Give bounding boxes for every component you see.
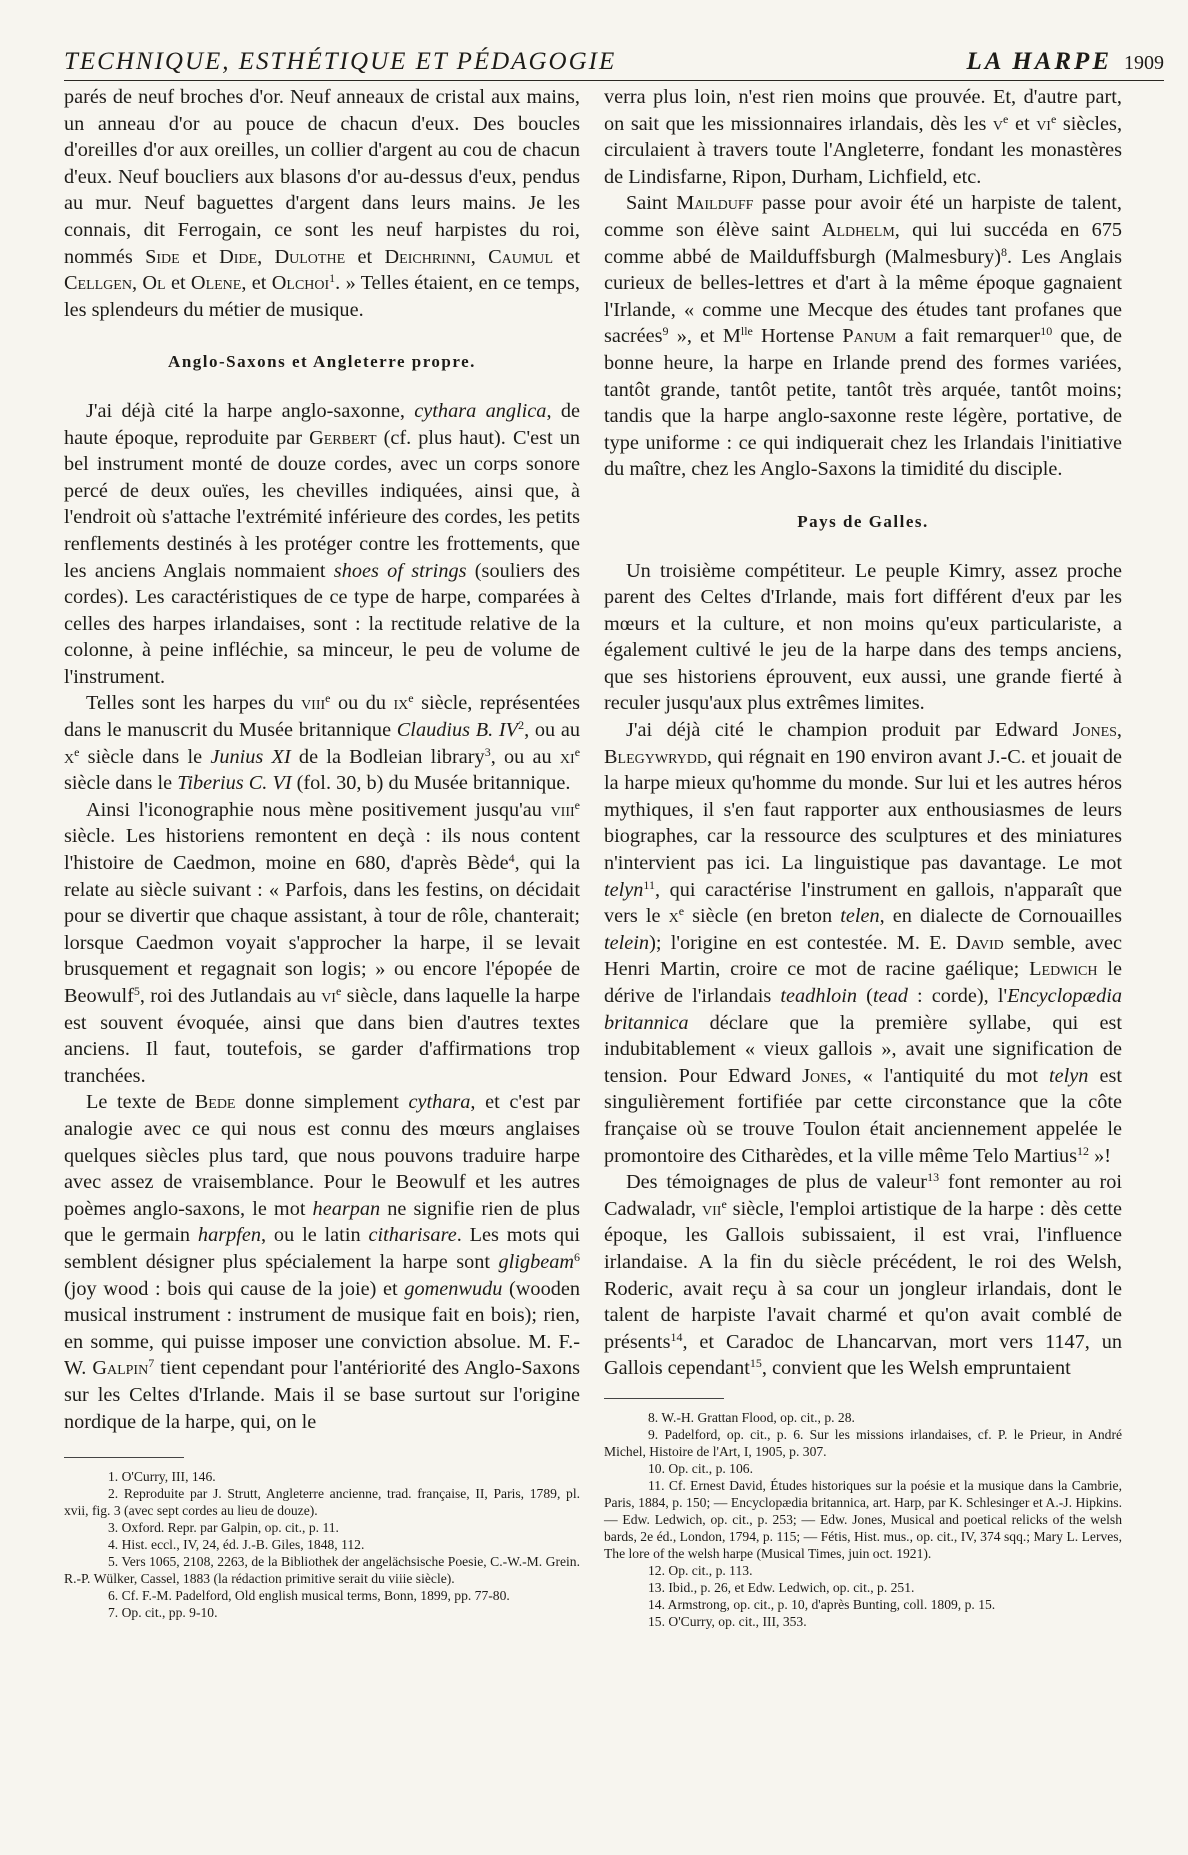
italic-text: gomenwudu [404, 1277, 503, 1300]
small-caps-text: Aldhelm [821, 218, 895, 241]
paragraph: Un troisième compétiteur. Le peuple Kimry, assez proche parent des Celtes d'Irlande, mais fort différent d'eux par les mœurs et la culture, et non moins qu'eux particulariste, a également cultivé le jeu de la harpe dans des temps anciens, que ses historiens éprouvent, eux aussi, une grande fierté à reculer jusqu'aux plus extrêmes limites. [604, 559, 1122, 715]
footnote-ref: e [335, 984, 342, 998]
small-caps-text: Mailduff [676, 192, 754, 215]
footnote-text: Reproduite par J. Strutt, Angleterre ancienne, trad. française, II, Paris, 1789, pl. xvii, fig. 3 (avec sept cordes au lieu de douze). [64, 1486, 580, 1519]
small-caps-text: Gerbert [309, 426, 377, 449]
footnote [64, 1604, 580, 1621]
footnote [64, 1468, 580, 1485]
italic-text: telen [840, 905, 880, 928]
footnote-ref: e [325, 691, 331, 706]
footnote-text: Hist. eccl., IV, 24, éd. J.-B. Giles, 1848, 112. [118, 1537, 365, 1553]
page-number: 1909 [1124, 52, 1164, 74]
small-caps-text: xi [559, 745, 575, 768]
small-caps-text: Dulothe [274, 245, 346, 268]
footnote-text: Op. cit., pp. 9-10. [118, 1605, 218, 1621]
small-caps-text: Ledwich [1029, 958, 1098, 981]
footnote-number: 12. [648, 1562, 665, 1578]
small-caps-text: viii [301, 692, 326, 715]
footnote-text: O'Curry, III, 146. [118, 1469, 216, 1485]
footnote [64, 1485, 580, 1519]
small-caps-text: Deichrinni [384, 245, 471, 268]
paragraph: Telles sont les harpes du viii$^e$ ou du $ix^e$ siècle, représentées dans le manuscrit du Musée britannique Claudius B. $IV^2$, ou au $x^e$ siècle dans le Junius XI de la Bodleian library$^3$, ou au $xi^e$ siècle dans le Tiberius C. VI (fol. 30, b) du Musée britannique. [64, 691, 581, 795]
footnote-number: 10. [648, 1460, 665, 1476]
footnote-ref: e [574, 797, 580, 812]
footnote-ref: 7 [148, 1356, 155, 1371]
small-caps-text: Ol [142, 272, 166, 295]
footnote-number: 5. [108, 1554, 119, 1570]
paragraph: parés de neuf broches d'or. Neuf anneaux de cristal aux mains, un anneau d'or au pouce de chacun d'eux. Des boucles d'oreilles d'or aux oreilles, un collier d'argent au cou de chacun d'eux. Neuf boucliers aux blasons d'or au-dessus d'eux, pendus au mur. Neuf baguettes d'argent dans leurs mains. Je les connais, dit Ferrogain, ce sont les neuf harpistes du roi, nommés Side et Dide, Dulothe et Deichrinni, Caumul et Cellgen, Ol et Olene, et Olchoi$^1$. » Telles étaient, en ce temps, les splendeurs du métier de musique. [64, 86, 581, 321]
small-caps-text: Olchoi [271, 272, 330, 295]
paragraph: Saint Mailduff passe pour avoir été un harpiste de talent, comme son élève saint Aldhelm, qui lui succéda en 675 comme abbé de Mailduffsburgh (Malmesbury)$^8$. Les Anglais curieux de belles-lettres et d'art à la même époque gagnaient l'Irlande, « comme une Mecque des études tant profanes que sacrées$^9$ », et $M^{lle}$ Hortense Panum a fait remarquer$^{10}$ que, de bonne heure, la harpe en Irlande prend des formes variées, tantôt grande, tantôt petite, tantôt très arquée, tantôt moins; tandis que la harpe anglo-saxonne reste légère, portative, de type uniforme : ce qui indiquerait chez les Irlandais l'initiative du maître, chez les Anglo-Saxons la timidité du disciple. [604, 192, 1123, 481]
paragraph: J'ai déjà cité le champion produit par Edward Jones, Blegywrydd, qui régnait en 190 environ avant J.-C. et jouait de la harpe mieux qu'homme du monde. Sur lui et les autres héros mythiques, il s'en faut rapporter aux enthousiasmes de leurs biographes, car la ressource des sculptures et des miniatures n'intervient pas ici. La linguistique pas davantage. Le mot telyn$^{11}$, qui caractérise l'instrument en gallois, n'apparaît que vers le $x^e$ siècle (en breton telen, en dialecte de Cornouailles telein); l'origine en est contestée. M. E. David semble, avec Henri Martin, croire ce mot de racine gaélique; Ledwich le dérive de l'irlandais teadhloin (tead : corde), l'Encyclopædia britannica déclare que la première syllabe, qui est indubitablement « vieux gallois », avait une signification de tension. Pour Edward Jones, « l'antiquité du mot telyn est singulièrement fortifiée par cette circonstance que la côte française où se trouve Toulon était anciennement appelée le promontoire des Citharèdes, et la ville même Telo Martius$^{12}$ »! [604, 719, 1123, 1167]
footnote-number: 6. [108, 1588, 119, 1604]
footnote-number: 7. [108, 1605, 119, 1621]
footnote-ref: 3 [484, 744, 491, 759]
small-caps-text: David [955, 931, 1004, 954]
italic-text: Encyclopædia britannica [604, 985, 1123, 1034]
italic-text: Junius XI [210, 745, 291, 768]
italic-text: cythara [408, 1091, 471, 1114]
small-caps-text: Olene [190, 272, 242, 295]
italic-text: telyn [604, 878, 644, 901]
small-caps-text: Jones [1072, 719, 1117, 742]
footnote-ref: lle [740, 324, 753, 339]
footnote-text: Op. cit., p. 113. [665, 1562, 753, 1578]
footnote-ref: 4 [508, 851, 515, 866]
footnote-text: Ibid., p. 26, et Edw. Ledwich, op. cit., p. 251. [665, 1579, 915, 1595]
footnote [604, 1613, 1122, 1630]
footnote-ref: 6 [574, 1249, 580, 1264]
footnote-number: 1. [108, 1469, 119, 1485]
footnote-ref: e [574, 744, 581, 759]
footnote-text: Vers 1065, 2108, 2263, de la Bibliothek der angelächsische Poesie, C.-W.-M. Grein. R.-P. Wülker, Cassel, 1883 (la rédaction primitive serait du viiie siècle). [64, 1554, 580, 1587]
italic-text: citharisare [368, 1224, 457, 1247]
footnote [64, 1519, 580, 1536]
footnote-ref: 2 [518, 718, 525, 733]
footnote-ref: 10 [1040, 324, 1053, 339]
footnote [604, 1426, 1122, 1460]
header-harp-title: LA HARPE [966, 48, 1112, 75]
paragraph: Des témoignages de plus de valeur$^{13}$ font remonter au roi Cadwaladr, vii$^e$ siècle, l'emploi artistique de la harpe : dès cette époque, les Gallois subissaient, il est vrai, l'influence irlandaise. A la fin du siècle précédent, le roi des Welsh, Roderic, avait reçu à sa cour un jongleur irlandais, dont le talent de harpiste l'avait charmé et qu'on avait comblé de présents$^{14}$, et Caradoc de Lhancarvan, mort vers 1147, un Gallois cependant$^{15}$, convient que les Welsh empruntaient [604, 1170, 1122, 1380]
paragraph: verra plus loin, n'est rien moins que prouvée. Et, d'autre part, on sait que les missionnaires irlandais, dès les $v^e$ et $vi^e$ siècles, circulaient à travers toute l'Angleterre, fondant les monastères de Lindisfarne, Ripon, Durham, Lichfield, etc. [604, 86, 1123, 188]
small-caps-text: vi [321, 985, 336, 1007]
small-caps-text: Caumul [488, 245, 554, 268]
right-column [604, 84, 1122, 1630]
footnote [604, 1596, 1122, 1613]
footnote-number: 4. [108, 1537, 119, 1553]
footnote-text: Padelford, op. cit., p. 6. Sur les missions irlandaises, cf. P. le Prieur, in André Michel, Histoire de l'Art, I, 1905, p. 307. [604, 1426, 1122, 1459]
footnote [604, 1562, 1122, 1579]
footnote [64, 1587, 580, 1604]
paragraph: J'ai déjà cité la harpe anglo-saxonne, cythara anglica, de haute époque, reproduite par Gerbert (cf. plus haut). C'est un bel instrument monté de douze cordes, avec un corps sonore percé de deux ouïes, les chevilles indiquées, ainsi que, à l'endroit où s'attache l'extrémité inférieure des cordes, les petits renflements destinés à les protéger contre les frottements, que les anciens Anglais nommaient shoes of strings (souliers des cordes). Les caractéristiques de ce type de harpe, comparées à celles des harpes irlandaises, sont : la rectitude relative de la colonne, à peine infléchie, sa minceur, le peu de volume de l'instrument. [64, 399, 580, 688]
footnote [604, 1579, 1122, 1596]
footnote-text: Armstrong, op. cit., p. 10, d'après Bunting, coll. 1809, p. 15. [665, 1596, 996, 1612]
small-caps-text: Bede [194, 1091, 236, 1114]
small-caps-text: Galpin [92, 1357, 149, 1380]
italic-text: shoes of strings [333, 559, 467, 582]
italic-text: telyn [1049, 1064, 1089, 1087]
footnote-text: W.-H. Grattan Flood, op. cit., p. 28. [658, 1409, 855, 1425]
footnote [604, 1460, 1122, 1477]
left-column [64, 84, 580, 1621]
footnote-number: 15. [648, 1613, 665, 1629]
section-heading-anglo-saxons: Anglo-Saxons et Angleterre propre. [168, 352, 476, 372]
footnote-number: 8. [648, 1409, 659, 1425]
footnote-ref: 1 [329, 271, 336, 286]
header-section-title: TECHNIQUE, ESTHÉTIQUE ET PÉDAGOGIE [64, 48, 617, 75]
footnote-text: Op. cit., p. 106. [665, 1460, 753, 1476]
section-heading-pays-de-galles: Pays de Galles. [797, 511, 929, 531]
footnote-number: 2. [108, 1486, 119, 1502]
footnote [64, 1536, 580, 1553]
italic-text: telein [604, 931, 650, 954]
footnote-text: Cf. Ernest David, Études historiques sur la poésie et la musique dans la Cambrie, Paris, 1884, p. 150; — Encyclopædia britannica, art. Harp, par K. Schlesinger et A.-J. Hipkins. — Edw. Ledwich, op. cit., p. 253; — Edw. Jones, Musical and poetical relicks of the welsh bards, 2e éd., London, 1794, p. 115; — Fétis, Hist. mus., op. cit., IV, 374 sqq.; Mary L. Lerves, The lore of the welsh harpe (Musical Times, juin oct. 1921). [604, 1477, 1122, 1561]
small-caps-text: viii [550, 798, 575, 821]
footnote-ref: 11 [643, 877, 655, 892]
footnote-number: 3. [108, 1520, 119, 1536]
footnote [604, 1477, 1122, 1562]
italic-text: cythara anglica [414, 399, 547, 422]
small-caps-text: Jones [802, 1064, 847, 1087]
footnote [604, 1409, 1122, 1426]
small-caps-text: Cellgen [64, 272, 132, 295]
footnote-ref: e [721, 1196, 727, 1211]
footnote-number: 9. [648, 1426, 659, 1442]
italic-text: gligbeam [498, 1250, 574, 1273]
italic-text: Tiberius C. VI [177, 772, 292, 795]
footnote-ref: e [1050, 111, 1057, 126]
paragraph: Ainsi l'iconographie nous mène positivement jusqu'au viii$^e$ siècle. Les historiens remontent en deçà : ils nous content l'histoire de Caedmon, moine en 680, d'après Bède$^4$, qui la relate au siècle suivant : « Parfois, dans les festins, on décidait pour se divertir que chaque assistant, à tour de rôle, chanterait; lorsque Caedmon voyait s'approcher la harpe, il se levait brusquement et regagnait son logis; » ou encore l'épopée de Beowulf$^5$, roi des Jutlandais au $vi^e$ siècle, dans laquelle la harpe est souvent évoquée, ainsi que dans bien d'autres textes anciens. Il faut, toutefois, se garder d'affirmations trop tranchées. [64, 797, 580, 1087]
footnote-ref: 13 [927, 1170, 940, 1185]
italic-text: Claudius B. IV [396, 719, 519, 742]
footnote-ref: 5 [133, 984, 140, 998]
footnote-text: Oxford. Repr. par Galpin, op. cit., p. 11. [118, 1520, 339, 1536]
footnote-text: Cf. F.-M. Padelford, Old english musical terms, Bonn, 1899, pp. 77-80. [118, 1588, 510, 1604]
footnote-number: 14. [648, 1596, 665, 1612]
footnote [64, 1553, 580, 1587]
footnotes-right [604, 1409, 1122, 1630]
footnote-separator [604, 1398, 724, 1399]
small-caps-text: vii [702, 1197, 722, 1220]
footnote-ref: 9 [662, 324, 669, 339]
footnote-ref: e [1003, 111, 1009, 126]
small-caps-text: Panum [842, 325, 897, 348]
small-caps-text: x [64, 745, 75, 768]
footnote-ref: 12 [1077, 1143, 1090, 1158]
footnote-ref: e [678, 904, 685, 919]
small-caps-text: ix [393, 692, 409, 715]
italic-text: harpfen [197, 1224, 262, 1247]
footnote-ref: 15 [749, 1356, 762, 1371]
footnote-number: 13. [648, 1579, 665, 1595]
small-caps-text: x [668, 905, 679, 928]
paragraph: Le texte de Bede donne simplement cythara, et c'est par analogie avec ce qui nous est connu des mœurs anglaises quelques siècles plus tard, que nous pouvons traduire harpe avec assez de vraisemblance. Pour le Beowulf et les autres poèmes anglo-saxons, le mot hearpan ne signifie rien de plus que le germain harpfen, ou le latin citharisare. Les mots qui semblent désigner plus spécialement la harpe sont gligbeam$^6$ (joy wood : bois qui cause de la joie) et gomenwudu (wooden musical instrument : instrument de musique fait en bois); rien, en somme, qui puisse imposer une conviction absolue. M. F.-W. Galpin$^7$ tient cependant pour l'antériorité des Anglo-Saxons sur les Celtes d'Irlande. Mais il se base surtout sur l'origine nordique de la harpe, qui, on le [64, 1091, 581, 1433]
footnote-ref: 14 [670, 1329, 683, 1344]
footnotes-left [64, 1468, 580, 1621]
italic-text: tead [872, 985, 908, 1007]
footnote-ref: 8 [1001, 244, 1008, 259]
small-caps-text: Dide [219, 245, 258, 268]
small-caps-text: Side [145, 245, 180, 268]
footnote-text: O'Curry, op. cit., III, 353. [665, 1613, 807, 1629]
footnote-ref: e [408, 691, 414, 706]
footnote-number: 11. [648, 1477, 665, 1493]
small-caps-text: v [992, 112, 1004, 135]
small-caps-text: vi [1036, 112, 1051, 135]
running-header [64, 42, 1164, 81]
footnote-ref: e [74, 744, 80, 759]
header-book-title [966, 48, 1164, 76]
italic-text: hearpan [312, 1197, 381, 1220]
italic-text: teadhloin [780, 985, 858, 1007]
small-caps-text: Blegywrydd [604, 745, 707, 768]
footnote-separator [64, 1457, 184, 1458]
